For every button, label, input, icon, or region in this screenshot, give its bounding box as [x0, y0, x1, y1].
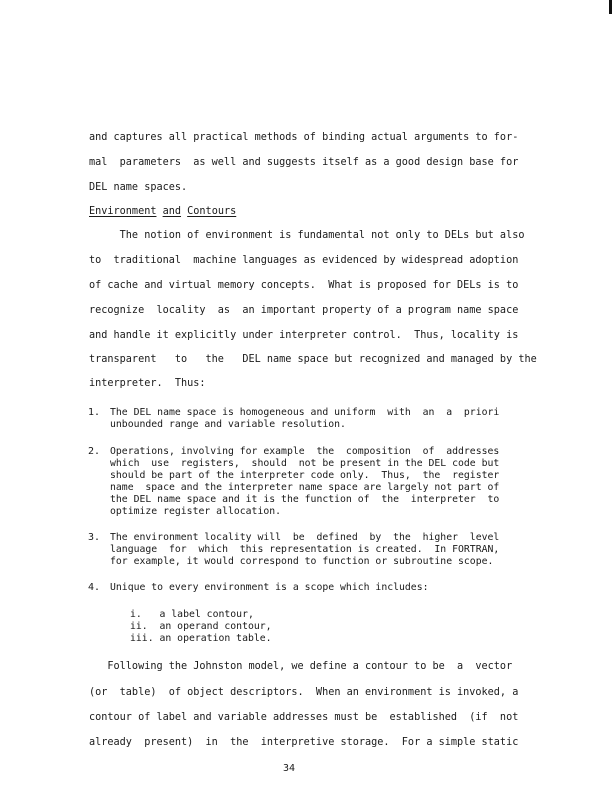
list-text-line: which use registers, should not be present in the DEL code but [110, 458, 500, 469]
text-line: already present) in the interpretive storage. For a simple static [89, 737, 519, 748]
text-line: Following the Johnston model, we define a contour to be a vector [89, 661, 513, 672]
list-text-line: for example, it would correspond to function or subroutine scope. [110, 556, 494, 567]
sub-list-item: iii. an operation table. [130, 633, 272, 644]
list-text-line: language for which this representation is created. In FORTRAN, [110, 544, 500, 555]
list-text-line: unbounded range and variable resolution. [110, 419, 346, 430]
text-line: to traditional machine languages as evidenced by widespread adoption [89, 255, 519, 266]
text-line: mal parameters as well and suggests itself as a good design base for [89, 157, 519, 168]
text-line: transparent to the DEL name space but recognized and managed by the [89, 354, 537, 365]
section-heading [89, 206, 236, 218]
sub-list-item: ii. an operand contour, [130, 621, 272, 632]
heading-word: and [162, 206, 182, 217]
list-text-line: optimize register allocation. [110, 506, 282, 517]
sub-list-item: i. a label contour, [130, 609, 254, 620]
text-line: of cache and virtual memory concepts. What is proposed for DELs is to [89, 280, 519, 291]
list-number: 4. [88, 582, 101, 593]
list-number: 1. [88, 407, 101, 418]
text-line: interpreter. Thus: [89, 378, 206, 389]
page-number: 34 [283, 763, 296, 774]
text-line: recognize locality as an important property of a program name space [89, 305, 519, 316]
list-text-line: the DEL name space and it is the function of the interpreter to [110, 494, 500, 505]
text-line: and captures all practical methods of binding actual arguments to for- [89, 132, 519, 143]
list-text-line: name space and the interpreter name space are largely not part of [110, 482, 500, 493]
list-text-line: Operations, involving for example the composition of addresses [110, 446, 500, 457]
list-number: 2. [88, 446, 101, 457]
list-text-line: Unique to every environment is a scope which includes: [110, 582, 429, 593]
list-text-line: should be part of the interpreter code only. Thus, the register [110, 470, 500, 481]
list-text-line: The DEL name space is homogeneous and uniform with an a priori [110, 407, 500, 418]
text-line: and handle it explicitly under interpreter control. Thus, locality is [89, 330, 519, 341]
list-text-line: The environment locality will be defined by the higher level [110, 532, 500, 543]
heading-word: Environment [89, 206, 157, 217]
text-line: The notion of environment is fundamental not only to DELs but also [89, 230, 525, 241]
heading-word: Contours [187, 206, 237, 217]
text-line: contour of label and variable addresses must be established (if not [89, 712, 519, 723]
text-line: DEL name spaces. [89, 182, 188, 193]
text-line: (or table) of object descriptors. When an environment is invoked, a [89, 687, 519, 698]
list-number: 3. [88, 532, 101, 543]
